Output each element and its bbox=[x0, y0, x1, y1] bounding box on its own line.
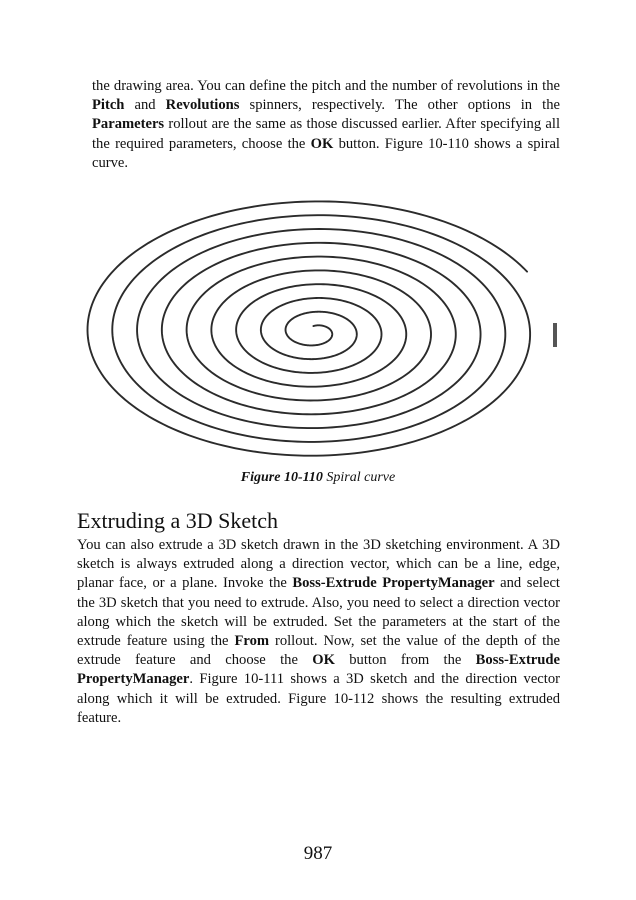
spiral-curve-figure bbox=[70, 192, 570, 467]
text-span: and bbox=[124, 97, 166, 114]
ok-term: OK bbox=[310, 135, 334, 152]
text-span: rollout are the same as those discussed earlier. After specifying all the required parameters, choose the bbox=[92, 116, 560, 152]
boss-extrude-term: Boss-Extrude PropertyManager bbox=[77, 652, 560, 688]
revolutions-term: Revolutions bbox=[165, 97, 240, 114]
text-span: button. Figure 10-110 shows a spiral curve. bbox=[92, 135, 560, 171]
text-span: spinners, respectively. The other options in the bbox=[239, 97, 560, 114]
parameters-term: Parameters bbox=[92, 116, 165, 133]
text-span: the drawing area. You can define the pitch and the number of revolutions in the bbox=[92, 78, 560, 94]
caption-label: Figure 10-110 bbox=[240, 470, 323, 485]
page-number: 987 bbox=[303, 843, 333, 864]
from-term: From bbox=[234, 633, 270, 650]
spiral-curve bbox=[88, 201, 531, 455]
intro-paragraph bbox=[92, 77, 560, 173]
body-paragraph bbox=[77, 536, 560, 728]
section-heading: Extruding a 3D Sketch bbox=[77, 508, 279, 533]
ok-term: OK bbox=[312, 652, 335, 669]
text-span: . Figure 10-111 shows a 3D sketch and the direction vector along which it will be extruded. Figure 10-112 shows the resulting extruded feature. bbox=[77, 671, 560, 726]
figure-caption bbox=[0, 470, 636, 486]
text-span: button from the bbox=[334, 652, 476, 669]
caption-text: Spiral curve bbox=[322, 470, 396, 485]
text-span: rollout. Now, set the value of the depth of the extrude feature and choose the bbox=[77, 633, 560, 669]
text-span: You can also extrude a 3D sketch drawn in the 3D sketching environment. A 3D sketch is always extruded along a direction vector, which can be a line, edge, planar face, or a plane. Invoke the bbox=[77, 537, 560, 592]
spiral-curve-drawing bbox=[70, 192, 570, 467]
boss-extrude-term: Boss-Extrude PropertyManager bbox=[292, 575, 495, 592]
curve-end-marker bbox=[553, 323, 557, 347]
pitch-term: Pitch bbox=[92, 97, 125, 114]
text-span: and select the 3D sketch that you need to extrude. Also, you need to select a direction vector along which the sketch will be extruded. Set the parameters at the start of the extrude feature using the bbox=[77, 575, 560, 650]
